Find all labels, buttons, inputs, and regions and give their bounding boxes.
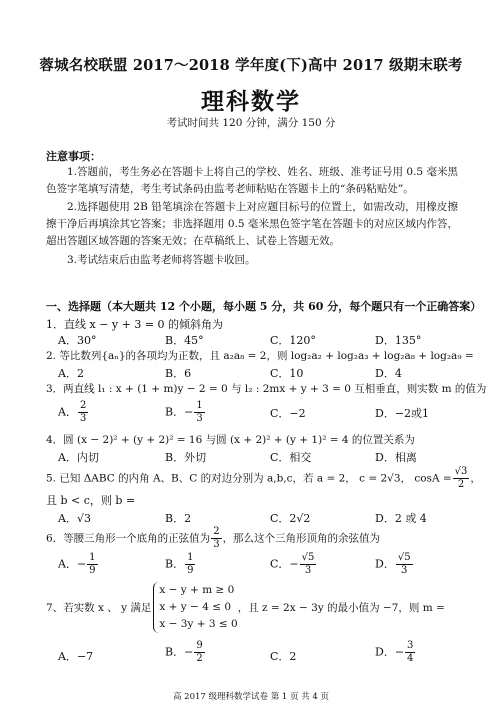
- q3-option-a-fraction: $\frac{2}{3}$: [79, 400, 87, 424]
- q6-option-d: D． $\frac{√5}{3}$: [375, 552, 411, 576]
- q5-option-b: B．2: [165, 512, 192, 525]
- q1-option-a: A．30°: [58, 334, 97, 347]
- q3-option-c: C．−2: [270, 407, 306, 420]
- q5-option-a: A．√3: [58, 512, 91, 525]
- q6-option-b: B． $\frac{1}{9}$: [165, 552, 194, 576]
- notice-item-1: 1.答题前，考生务必在答题卡上将自己的学校、姓名、班级、准考证号用 0.5 毫米黑色签字笔填写清楚，考生考试条码由监考老师粘贴在答题卡上的“条码粘贴处”。: [46, 166, 458, 196]
- q7-option-a: A．−7: [58, 650, 94, 663]
- question-1-stem: 1．直线 x − y + 3 = 0 的倾斜角为: [46, 318, 224, 331]
- q3-option-b: [165, 400, 206, 425]
- exam-info: 考试时间共 120 分钟，满分 150 分: [166, 117, 336, 129]
- q7-option-b: B．− $\frac{9}{2}$: [165, 640, 203, 664]
- section-heading: 一、选择题（本大题共 12 个小题，每小题 5 分，共 60 分，每个题只有一个正确答案）: [46, 300, 482, 313]
- question-5-stem: 5. 已知 ΔABC 的内角 A、B、C 的对边分别为 a,b,c，若 a = 2， c = 2√3， cosA = $\frac{√3}{2}$ ，: [46, 466, 481, 490]
- q4-option-a: A．内切: [58, 451, 99, 464]
- q3-option-d: D．−2或1: [375, 407, 430, 420]
- q7-option-c: C．2: [270, 650, 297, 663]
- q5-option-c: C．2√2: [270, 512, 311, 525]
- q7-option-d-fraction: $\frac{3}{4}$: [407, 640, 414, 664]
- q3-option-a-label: A．: [58, 405, 77, 419]
- q6-option-a-fraction: $\frac{1}{9}$: [89, 552, 96, 576]
- q5-option-d: D．2 或 4: [375, 512, 427, 525]
- q4-option-b: B．外切: [165, 451, 207, 464]
- q6-option-d-fraction: $\frac{√5}{3}$: [397, 552, 411, 576]
- q3-option-b-fraction: $\frac{1}{3}$: [196, 400, 203, 424]
- q2-option-d: D．4: [375, 367, 402, 380]
- q7-option-d: D．− $\frac{3}{4}$: [375, 640, 414, 664]
- question-7-stem: 7、若实数 x 、 y 满足 x − y + m ≥ 0 x + y − 4 ≤ 0 x − 3y + 3 ≤ 0 ，且 z = 2x − 3y 的最小值为 −7，则 m =: [46, 582, 445, 633]
- question-2-stem: 2. 等比数列{aₙ}的各项均为正数，且 a₂a₈ = 2，则 log₂a₂ + log₂a₃ + log₂a₈ + log₂a₉ =: [46, 350, 474, 362]
- q2-option-a: A．2: [58, 367, 84, 380]
- q6-option-b-fraction: $\frac{1}{9}$: [187, 552, 194, 576]
- q1-option-d: D．135°: [375, 334, 422, 347]
- q7-option-b-fraction: $\frac{9}{2}$: [196, 640, 203, 664]
- question-4-stem: 4．圆 (x − 2)² + (y + 2)² = 16 与圆 (x + 2)² + (y + 1)² = 4 的位置关系为: [46, 434, 415, 446]
- question-6-stem: 6．等腰三角形一个底角的正弦值为 $\frac{2}{3}$ ，那么这个三角形顶角的余弦值为: [46, 526, 381, 550]
- q6-option-a: A．− $\frac{1}{9}$: [58, 552, 96, 576]
- question-5-stem-line-2: 且 b < c，则 b =: [46, 494, 136, 507]
- q5-cos-fraction: $\frac{√3}{2}$: [454, 466, 468, 490]
- notice-item-3: 3.考试结束后由监考老师将答题卡收回。: [67, 254, 256, 266]
- q4-option-d: D．相离: [375, 451, 417, 464]
- q6-option-c: C．− $\frac{√5}{3}$: [270, 552, 315, 576]
- q2-option-c: C．10: [270, 367, 304, 380]
- q7-constraint-system: x − y + m ≥ 0 x + y − 4 ≤ 0 x − 3y + 3 ≤ 0: [153, 582, 237, 633]
- q1-option-c: C．120°: [270, 334, 316, 347]
- q3-option-a: [58, 400, 89, 425]
- q4-option-c: C．相交: [270, 451, 312, 464]
- q1-option-b: B．45°: [165, 334, 204, 347]
- q2-option-b: B．6: [165, 367, 192, 380]
- q6-sine-fraction: $\frac{2}{3}$: [213, 526, 220, 550]
- question-3-stem: 3．两直线 l₁ : x + (1 + m)y − 2 = 0 与 l₂ : 2mx + y + 3 = 0 互相垂直，则实数 m 的值为: [46, 383, 487, 395]
- q3-option-b-label: B．−: [165, 405, 194, 419]
- notice-heading: 注意事项：: [46, 150, 101, 163]
- q6-option-c-fraction: $\frac{√5}{3}$: [301, 552, 315, 576]
- exam-title: 蓉城名校联盟 2017～2018 学年度(下)高中 2017 级期末联考: [39, 57, 463, 74]
- page-footer: 高 2017 级理科数学试卷 第 1 页 共 4 页: [172, 692, 330, 702]
- notice-item-2: 2.选择题使用 2B 铅笔填涂在答题卡上对应题目标号的位置上，如需改动，用橡皮擦擦干净后再填涂其它答案；非选择题用 0.5 毫米黑色签字笔在答题卡的对应区域内作答，超出答题区域答题的答案无效；在草稿纸上、试卷上答题无效。: [46, 201, 458, 248]
- subject-title: 理科数学: [201, 88, 301, 115]
